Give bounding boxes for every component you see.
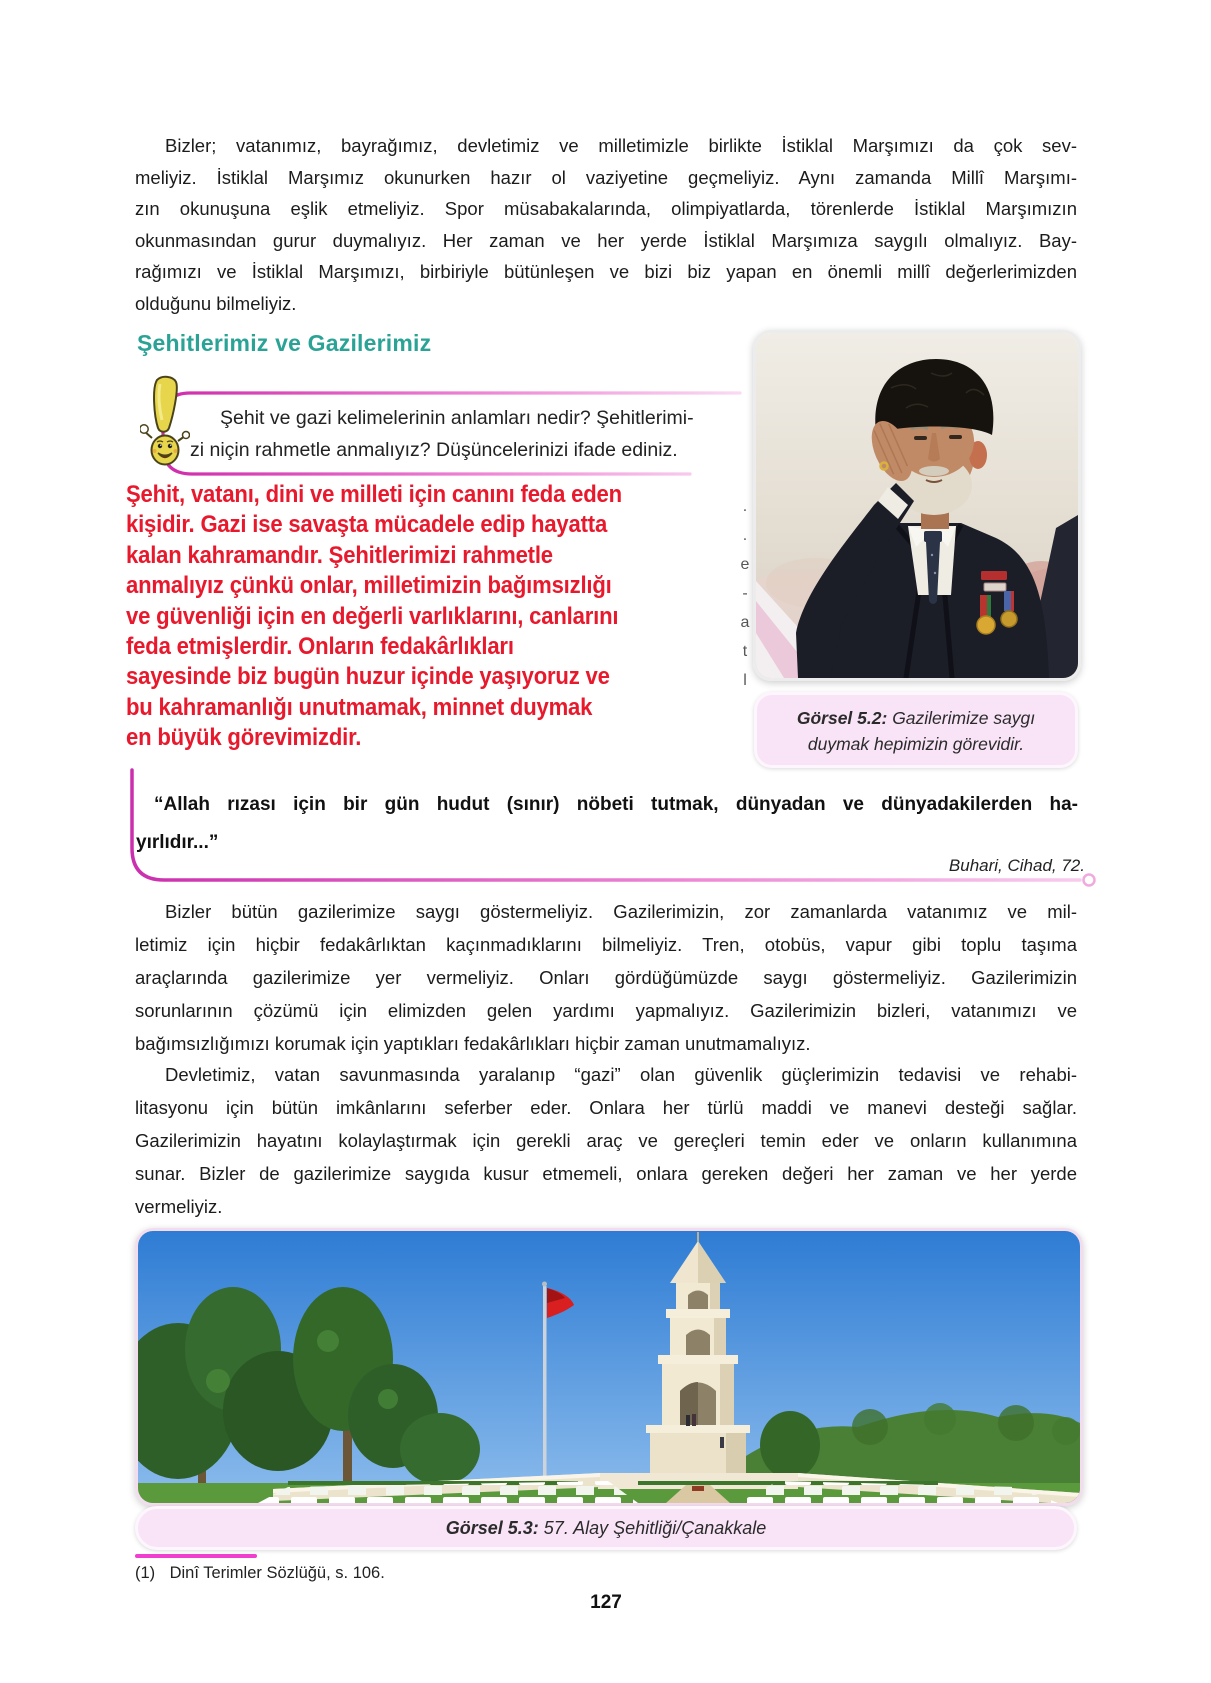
hadith-quote-box [128,768,1113,894]
figure-label: Görsel 5.3: [445,1518,539,1538]
figure-caption-text: 57. Alay Şehitliği/Çanakkale [543,1518,767,1538]
answer-overlay: Şehit, vatanı, dini ve milleti için canını feda eden kişidir. Gazi ise savaşta mücadele edip hayatta kalan kahramandır. Şehitlerimizi rahmetle anmalıyız çünkü onlar, milletimizin bağımsızlığı ve güvenliği için en değerli varlıklarını, canlarını feda etmişlerdir. Onların fedakârlıkları sayesinde biz bugün huzur içinde yaşıyoruz ve bu kahramanlığı unutmamak, minnet duymak en büyük görevimizdir. [126,481,622,752]
section-title: Şehitlerimiz ve Gazilerimiz [137,330,432,356]
covered-text-remnants: . . e - a t l [740,498,750,689]
activity-question: Şehit ve gazi kelimelerinin anlamları nedir? Şehitlerimi- zi niçin rahmetle anmalıyız? Düşüncelerinizi ifade ediniz. [190,407,694,461]
exclamation-character-icon [140,374,190,470]
footnote-divider [135,1554,257,1558]
hadith-quote: “Allah rızası için bir gün hudut (sınır) nöbeti tutmak, dünyadan ve dünyadakilerden ha- yırlıdır...” [136,794,1078,853]
figure-label: Görsel 5.2: [796,708,888,728]
veteran-photo-illustration [756,333,1078,678]
memorial-photo [135,1228,1083,1506]
figure-caption-text-line2: duymak hepimizin görevidir. [807,734,1025,754]
footnote-text: Dinî Terimler Sözlüğü, s. 106. [169,1564,385,1582]
figure-caption-5-2 [754,692,1078,768]
page-number: 127 [590,1592,622,1613]
figure-caption-5-3 [135,1506,1077,1550]
footnote-marker: (1) [135,1564,156,1582]
paragraph-devletimiz: Devletimiz, vatan savunmasında yaralanıp “gazi” olan güvenlik güçlerimizin tedavisi ve rehabi- litasyonu için bütün imkânlarını seferber eder. Onlara her türlü maddi ve manevi desteği sağlar. Gazilerimizin hayatını kolaylaştırmak için gerekli araç ve gereçleri temin eder ve onların kullanımına sunar. Bizler de gazilerimize saygıda kusur etmemeli, onlara gereken değeri her zaman ve her yerde vermeliyiz. [135,1064,1077,1217]
veteran-photo [753,330,1081,681]
figure-caption-text-line1: Gazilerimize saygı [892,708,1036,728]
paragraph-gazilerimize-saygi: Bizler bütün gazilerimize saygı göstermeliyiz. Gazilerimizin, zor zamanlarda vatanımız ve mil- letimiz için hiçbir fedakârlıktan kaçınmadıklarını bilmeliyiz. Tren, otobüs, vapur gibi toplu taşıma araçlarında gazilerimize yer vermeliyiz. Onları gördüğümüzde saygı göstermeliyiz. Gazilerimizin sorunlarının çözümü için elimizden gelen yardımı yapmalıyız. Gazilerimizin bizleri, vatanımızı ve bağımsızlığımızı korumak için yaptıkları fedakârlıkları hiçbir zaman unutmamalıyız. [135,901,1077,1054]
quote-source: Buhari, Cihad, 72. [948,856,1085,875]
memorial-photo-illustration [138,1231,1080,1503]
intro-paragraph: Bizler; vatanımız, bayrağımız, devletimiz ve milletimizle birlikte İstiklal Marşımızı da çok sev- meliyiz. İstiklal Marşımız okunurken hazır ol vaziyetine geçmeliyiz. Aynı zamanda Millî Marşımı- zın okunuşuna eşlik etmeliyiz. Spor müsabakalarında, olimpiyatlarda, törenlerde İstiklal Marşımızın okunmasından gurur duymalıyız. Her zaman ve her yerde İstiklal Marşımıza saygılı olmalıyız. Bay- rağımızı ve İstiklal Marşımızı, birbiriyle bütünleşen ve bizi biz yapan en önemli millî değerlerimizden olduğunu bilmeliyiz. [135,135,1077,314]
footnote [135,1564,735,1583]
